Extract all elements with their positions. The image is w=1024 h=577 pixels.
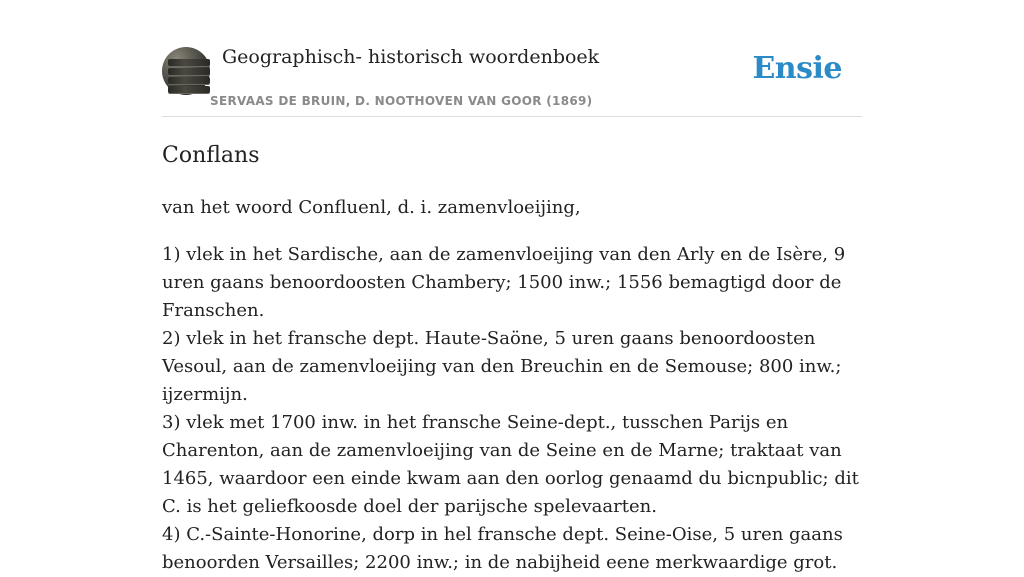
book-title-link[interactable]: Geographisch- historisch woordenboek [222, 46, 600, 68]
book-stack-icon[interactable] [162, 47, 210, 95]
entry-item: 1) vlek in het Sardische, aan de zamenvloeijing van den Arly en de Isère, 9 uren gaans benoordoosten Chambery; 1500 inw.; 1556 bemagtigd door de Franschen. [162, 244, 846, 321]
book-spine [168, 68, 210, 75]
book-spine [168, 77, 210, 84]
book-header [162, 0, 862, 117]
entry-body [162, 194, 862, 577]
entry-title: Conflans [162, 143, 260, 168]
entry-item: 4) C.-Sainte-Honorine, dorp in hel fransche dept. Seine-Oise, 5 uren gaans benoorden Versailles; 2200 inw.; in de nabijheid eene merkwaardige grot. [162, 524, 843, 573]
entry-item: 3) vlek met 1700 inw. in het fransche Seine-dept., tusschen Parijs en Charenton, aan de zamenvloeijing van de Seine en de Marne; traktaat van 1465, waardoor een einde kwam aan den oorlog genaamd du bicnpublic; dit C. is het geliefkoosde doel der parijsche spelevaarten. [162, 412, 859, 517]
book-spine [168, 59, 210, 66]
entry-card [162, 0, 862, 577]
book-spine [168, 86, 210, 93]
ensie-logo[interactable]: Ensie [752, 51, 842, 86]
entry-item: 2) vlek in het fransche dept. Haute-Saöne, 5 uren gaans benoordoosten Vesoul, aan de zamenvloeijing van den Breuchin en de Semouse; 800 inw.; ijzermijn. [162, 328, 842, 405]
book-authors: SERVAAS DE BRUIN, D. NOOTHOVEN VAN GOOR (1869) [210, 94, 593, 108]
entry-intro: van het woord Confluenl, d. i. zamenvloeijing, [162, 197, 581, 218]
